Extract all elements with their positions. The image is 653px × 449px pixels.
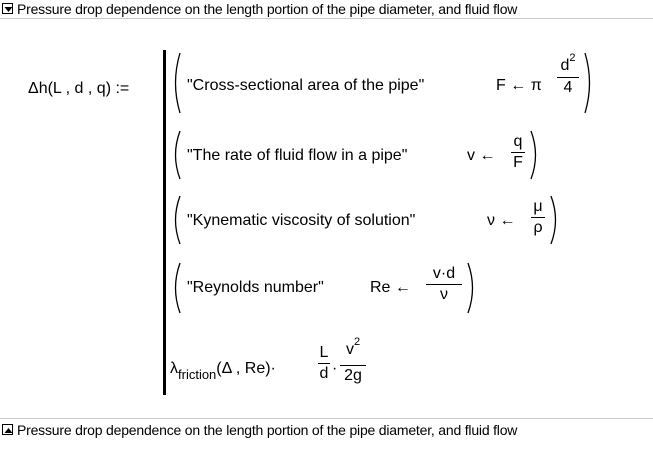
lambda-subscript: friction: [178, 367, 217, 382]
assignment-expr[interactable]: [370, 279, 411, 297]
region-title-top: Pressure drop dependence on the length portion of the pipe diameter, and fluid flow: [17, 1, 518, 17]
local-assign-arrow: ←: [510, 77, 527, 94]
numerator: μ: [533, 198, 543, 215]
variable: Re: [370, 279, 391, 296]
comment-string[interactable]: "Cross-sectional area of the pipe": [187, 77, 425, 94]
function-definition-lhs[interactable]: Δh(L , d , q) :=: [28, 80, 130, 97]
region-header-bottom: [0, 418, 653, 439]
fraction: [557, 52, 579, 97]
function-args: (Δ , Re)·: [216, 360, 276, 377]
left-paren: [170, 262, 182, 314]
right-paren: [583, 52, 595, 114]
variable: ν: [487, 212, 495, 229]
fraction-bar: [340, 365, 366, 366]
fraction-bar: [426, 284, 462, 285]
comment-string[interactable]: "Reynolds number": [187, 279, 324, 296]
numerator: v·d: [432, 265, 456, 282]
return-expr[interactable]: [170, 360, 276, 382]
triangle-down-icon: [4, 5, 13, 14]
fraction: [340, 337, 366, 385]
right-paren: [529, 130, 541, 180]
left-paren: [170, 195, 182, 245]
triangle-up-icon: [4, 426, 13, 435]
denominator: ν: [440, 286, 448, 303]
denominator: ρ: [533, 219, 543, 236]
denominator: 2g: [344, 367, 362, 384]
fraction: [531, 198, 545, 237]
numerator: L: [319, 344, 329, 361]
expand-region-toggle[interactable]: [2, 424, 13, 435]
local-assign-arrow: ←: [479, 147, 496, 164]
assignment-expr[interactable]: [467, 147, 495, 165]
assignment-expr[interactable]: [487, 212, 515, 230]
numerator: $d^2$: [560, 52, 576, 74]
fraction: [426, 265, 462, 304]
collapse-region-toggle[interactable]: [2, 3, 13, 14]
assignment-expr[interactable]: [496, 77, 542, 95]
numerator: $v^2$: [345, 336, 361, 358]
fraction: [318, 344, 330, 383]
right-paren: [466, 262, 478, 314]
left-paren: [170, 130, 182, 180]
denominator: 4: [563, 79, 573, 96]
comment-string[interactable]: "Kynematic viscosity of solution": [187, 212, 416, 229]
fraction-bar: [511, 152, 525, 153]
region-header-top: [0, 0, 653, 19]
variable: F: [496, 77, 506, 94]
lambda-symbol: λ: [170, 360, 178, 377]
fraction-bar: [557, 77, 579, 78]
program-bar: [163, 50, 166, 395]
comment-string[interactable]: "The rate of fluid flow in a pipe": [187, 147, 408, 164]
fraction: [511, 133, 525, 172]
left-paren: [170, 52, 182, 114]
denominator: d: [319, 365, 329, 382]
region-title-bottom: Pressure drop dependence on the length portion of the pipe diameter, and fluid flow: [17, 422, 518, 438]
numerator: q: [513, 133, 523, 150]
local-assign-arrow: ←: [499, 212, 516, 229]
pi-symbol: π: [530, 77, 542, 94]
variable: v: [467, 147, 475, 164]
denominator: F: [513, 154, 523, 171]
fraction-bar: [531, 217, 545, 218]
fraction-bar: [318, 363, 330, 364]
right-paren: [549, 195, 561, 245]
local-assign-arrow: ←: [394, 279, 411, 296]
multiply-dot: ·: [332, 360, 338, 377]
